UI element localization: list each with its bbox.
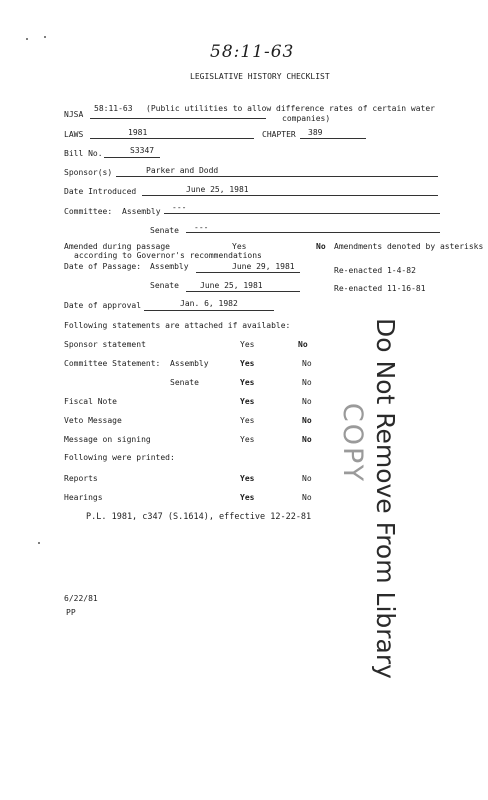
passage-senate-value: June 25, 1981 xyxy=(200,281,263,290)
statement-yes: Yes xyxy=(240,378,255,387)
bill-label: Bill No. xyxy=(64,149,103,158)
bill-rule xyxy=(104,157,160,158)
public-law-line: P.L. 1981, c347 (S.1614), effective 12-22-81 xyxy=(86,512,312,522)
passage-assembly-label: Assembly xyxy=(150,262,189,271)
date-introduced-value: June 25, 1981 xyxy=(186,185,249,194)
amended-sub: according to Governor's recommendations xyxy=(74,251,262,260)
njsa-rule xyxy=(90,118,266,119)
sponsor-label: Sponsor(s) xyxy=(64,168,113,177)
statement-label: Sponsor statement xyxy=(64,340,146,349)
approval-label: Date of approval xyxy=(64,301,142,310)
passage-assembly-rule xyxy=(196,272,300,273)
bill-value: S3347 xyxy=(130,146,155,155)
statements-heading: Following statements are attached if available: xyxy=(64,321,291,330)
statement-yes: Yes xyxy=(240,359,255,368)
statement-label: Message on signing xyxy=(64,435,151,444)
speck xyxy=(44,36,46,38)
statement-sub: Senate xyxy=(170,378,199,387)
printed-label: Reports xyxy=(64,474,98,483)
amended-yes: Yes xyxy=(232,242,247,251)
chapter-value: 389 xyxy=(308,128,323,137)
statement-no: No xyxy=(302,416,312,425)
speck xyxy=(38,542,40,544)
reenacted-2: Re-enacted 11-16-81 xyxy=(334,284,426,293)
printed-yes: Yes xyxy=(240,493,255,502)
statement-label: Veto Message xyxy=(64,416,122,425)
statement-label: Committee Statement: xyxy=(64,359,161,368)
reenacted-1: Re-enacted 1-4-82 xyxy=(334,266,416,275)
passage-assembly-value: June 29, 1981 xyxy=(232,262,295,271)
statement-sub: Assembly xyxy=(170,359,209,368)
footer-initials: PP xyxy=(66,608,76,617)
committee-label: Committee: xyxy=(64,207,113,216)
sponsor-value: Parker and Dodd xyxy=(146,166,219,175)
statement-yes: Yes xyxy=(240,416,255,425)
printed-yes: Yes xyxy=(240,474,255,483)
laws-value: 1981 xyxy=(128,128,148,137)
statement-yes: Yes xyxy=(240,340,255,349)
handwritten-number: 58:11-63 xyxy=(210,42,295,62)
speck xyxy=(26,38,28,40)
library-stamp xyxy=(337,318,424,679)
njsa-description: (Public utilities to allow difference rates of certain water xyxy=(146,104,435,113)
statement-label: Fiscal Note xyxy=(64,397,117,406)
date-introduced-rule xyxy=(142,195,438,196)
laws-rule xyxy=(90,138,254,139)
laws-label: LAWS xyxy=(64,130,84,139)
printed-no: No xyxy=(302,493,312,502)
stamp-copy-text: COPY xyxy=(337,402,368,484)
statement-no: No xyxy=(302,378,312,387)
statement-yes: Yes xyxy=(240,397,255,406)
njsa-value: 58:11-63 xyxy=(94,104,133,113)
printed-label: Hearings xyxy=(64,493,103,502)
printed-no: No xyxy=(302,474,312,483)
statement-no: No xyxy=(302,397,312,406)
statement-no: No xyxy=(302,359,312,368)
statement-no: No xyxy=(298,340,308,349)
njsa-description-cont: companies) xyxy=(282,114,331,123)
amended-note: Amendments denoted by asterisks xyxy=(334,242,484,251)
statement-yes: Yes xyxy=(240,435,255,444)
approval-value: Jan. 6, 1982 xyxy=(180,299,238,308)
footer-date: 6/22/81 xyxy=(64,594,98,603)
statement-no: No xyxy=(302,435,312,444)
page-title: LEGISLATIVE HISTORY CHECKLIST xyxy=(190,72,330,81)
njsa-label: NJSA xyxy=(64,110,84,119)
committee-assembly-value: --- xyxy=(172,203,187,212)
passage-label: Date of Passage: xyxy=(64,262,142,271)
committee-assembly-label: Assembly xyxy=(122,207,161,216)
committee-assembly-rule xyxy=(164,213,440,214)
committee-senate-rule xyxy=(186,232,440,233)
amended-label: Amended during passage xyxy=(64,242,170,251)
committee-senate-label: Senate xyxy=(150,226,179,235)
amended-no: No xyxy=(316,242,326,251)
sponsor-rule xyxy=(116,176,438,177)
chapter-label: CHAPTER xyxy=(262,130,296,139)
passage-senate-rule xyxy=(186,291,300,292)
printed-heading: Following were printed: xyxy=(64,453,175,462)
chapter-rule xyxy=(300,138,366,139)
date-introduced-label: Date Introduced xyxy=(64,187,137,196)
stamp-text: Do Not Remove From Library xyxy=(371,318,400,679)
passage-senate-label: Senate xyxy=(150,281,179,290)
approval-rule xyxy=(144,310,274,311)
committee-senate-value: --- xyxy=(194,223,209,232)
